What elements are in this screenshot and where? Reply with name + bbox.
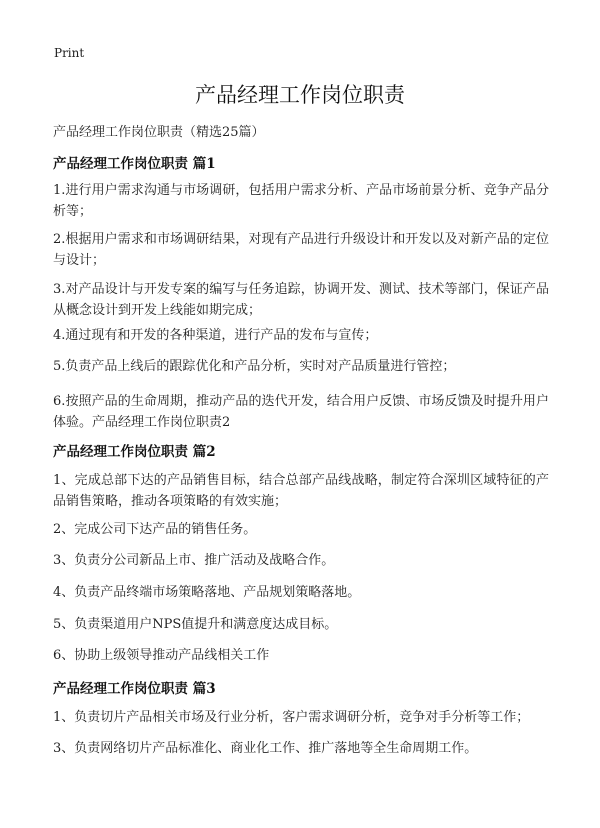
list-item: 1、负责切片产品相关市场及行业分析，客户需求调研分析，竞争对手分析等工作； bbox=[53, 710, 530, 725]
list-item: 2、完成公司下达产品的销售任务。 bbox=[53, 522, 257, 537]
list-item: 5.负责产品上线后的跟踪优化和产品分析，实时对产品质量进行管控； bbox=[53, 359, 456, 374]
list-item: 4.通过现有和开发的各种渠道，进行产品的发布与宣传； bbox=[53, 328, 378, 343]
page-title: 产品经理工作岗位职责 bbox=[195, 83, 405, 107]
section-heading-2: 产品经理工作岗位职责 篇2 bbox=[53, 444, 216, 460]
list-item: 3、负责网络切片产品标准化、商业化工作、推广落地等全生命周期工作。 bbox=[53, 741, 478, 756]
print-link[interactable]: Print bbox=[54, 46, 85, 60]
list-item: 1、完成总部下达的产品销售目标，结合总部产品线战略，制定符合深圳区域特征的产品销售策略，推动各项策略的有效实施； bbox=[53, 473, 549, 509]
list-item: 2.根据用户需求和市场调研结果，对现有产品进行升级设计和开发以及对新产品的定位与设计； bbox=[53, 232, 549, 268]
section-heading-1: 产品经理工作岗位职责 篇1 bbox=[53, 156, 216, 172]
list-item: 4、负责产品终端市场策略落地、产品规划策略落地。 bbox=[53, 585, 361, 600]
list-item: 6.按照产品的生命周期，推动产品的迭代开发，结合用户反馈、市场反馈及时提升用户体验。产品经理工作岗位职责2 bbox=[53, 394, 549, 430]
page-subtitle: 产品经理工作岗位职责（精选25篇） bbox=[53, 125, 265, 140]
list-item: 5、负责渠道用户NPS值提升和满意度达成目标。 bbox=[53, 617, 338, 632]
list-item: 3.对产品设计与开发专案的编写与任务追踪，协调开发、测试、技术等部门，保证产品从概念设计到开发上线能如期完成； bbox=[53, 282, 549, 318]
list-item: 3、负责分公司新品上市、推广活动及战略合作。 bbox=[53, 553, 335, 568]
list-item: 1.进行用户需求沟通与市场调研，包括用户需求分析、产品市场前景分析、竞争产品分析等； bbox=[53, 183, 549, 219]
section-heading-3: 产品经理工作岗位职责 篇3 bbox=[53, 681, 216, 697]
list-item: 6、协助上级领导推动产品线相关工作 bbox=[53, 648, 270, 663]
